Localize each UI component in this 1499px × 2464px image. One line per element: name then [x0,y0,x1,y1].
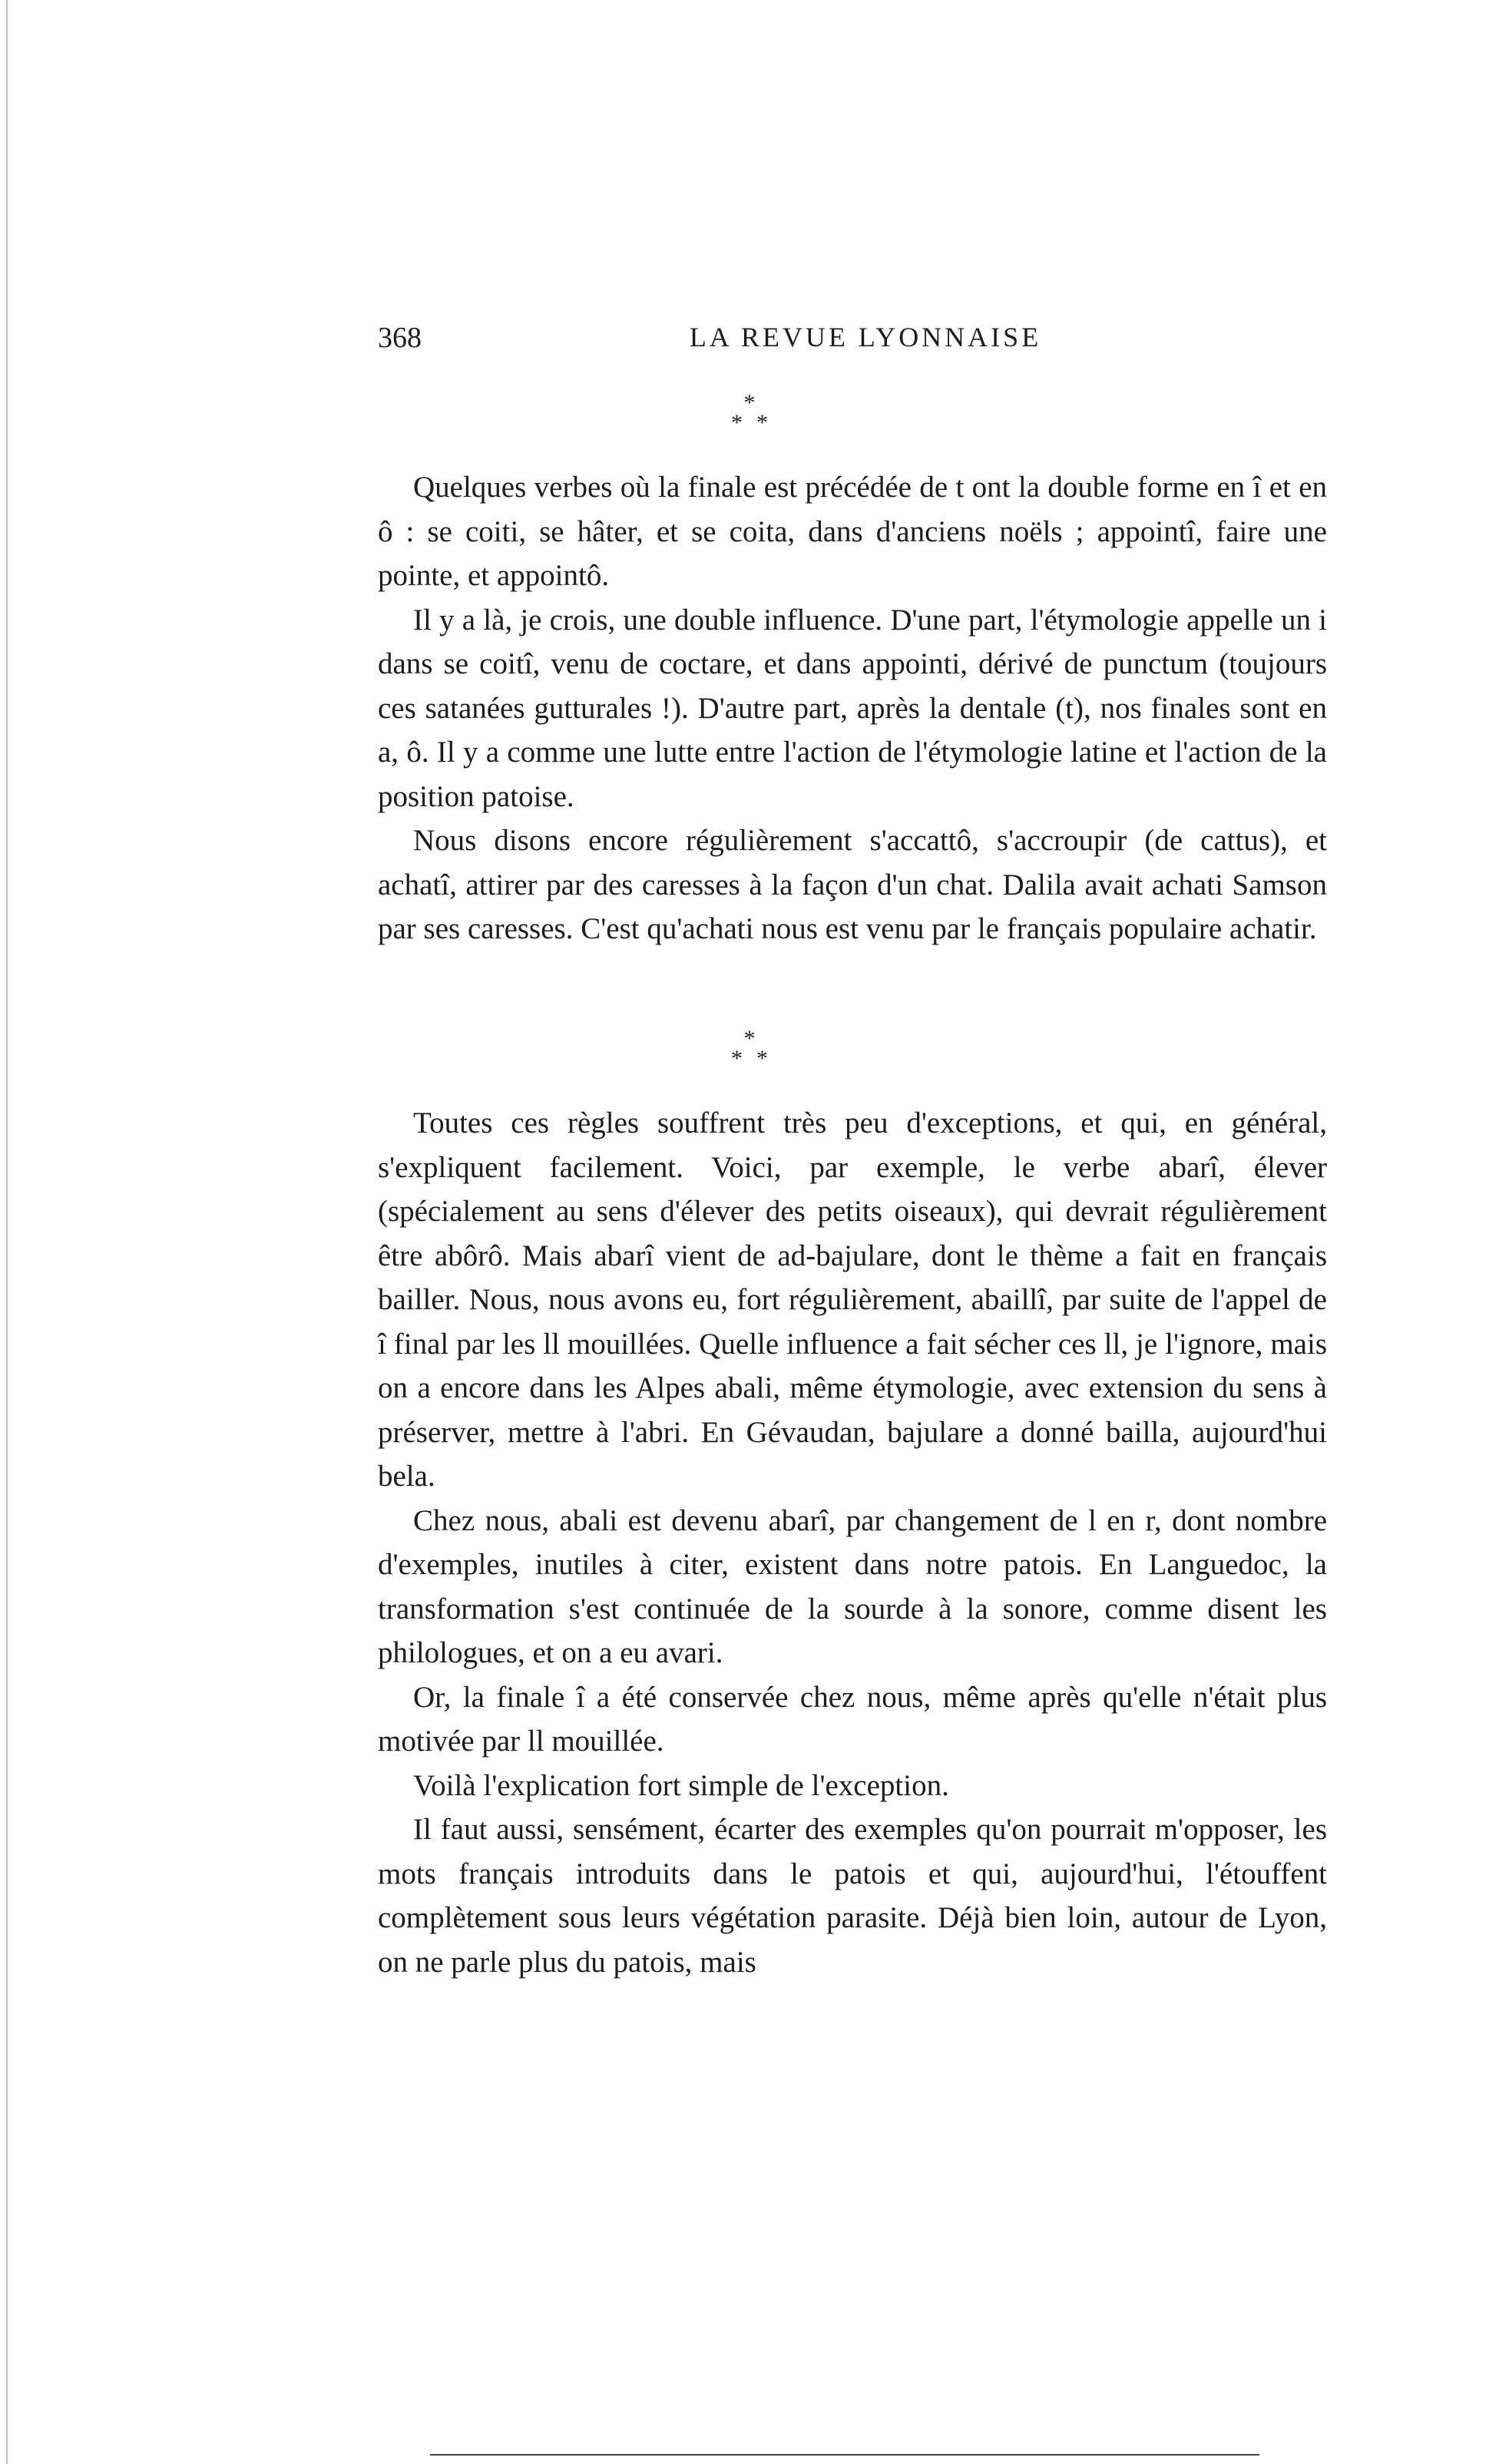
paragraph: Il y a là, je crois, une double influence. D'une part, l'étymologie appelle un i dans se coitî, venu de coctare, et dans appointi, dérivé de punctum (toujours ces satanées gutturales !). D'autre part, après la dentale (t), nos finales sont en a, ô. Il y a comme une lutte entre l'action de l'étymologie latine et l'action de la position patoise. [378,603,1327,813]
paragraph: Toutes ces règles souffrent très peu d'exceptions, et qui, en général, s'expliquent facilement. Voici, par exemple, le verbe abarî, élever (spécialement au sens d'élever des petits oiseaux), qui devrait régulièrement être abôrô. Mais abarî vient de ad-bajulare, dont le thème a fait en français bailler. Nous, nous avons eu, fort régulièrement, abaillî, par suite de l'appel de î final par les ll mouillées. Quelle influence a fait sécher ces ll, je l'ignore, mais on a encore dans les Alpes abali, même étymologie, avec extension du sens à préserver, mettre à l'abri. En Gévaudan, bajulare a donné bailla, aujourd'hui bela. [378,1106,1327,1493]
footer-rule [430,2454,1259,2456]
running-title: LA REVUE LYONNAISE [689,322,1042,352]
paragraph: Il faut aussi, sensément, écarter des exemples qu'on pourrait m'opposer, les mots français introduits dans le patois et qui, aujourd'hui, l'étouffent complètement sous leurs végétation parasite. Déjà bien loin, autour de Lyon, on ne parle plus du patois, mais [378,1813,1327,1979]
section-break-asterism: * ** [731,390,782,435]
page-header [378,321,1307,367]
paragraph: Or, la finale î a été conservée chez nous, même après qu'elle n'était plus motivée par ll mouillée. [378,1680,1327,1758]
section-break-asterism: * ** [731,1026,782,1071]
section-1-text [378,465,1327,951]
paragraph: Voilà l'explication fort simple de l'exception. [413,1768,949,1802]
scan-edge-mark [6,0,8,2464]
paragraph: Nous disons encore régulièrement s'accattô, s'accroupir (de cattus), et achatî, attirer par des caresses à la façon d'un chat. Dalila avait achati Samson par ses caresses. C'est qu'achati nous est venu par le français populaire achatir. [378,824,1327,945]
section-2-text [378,1101,1327,1984]
paragraph: Quelques verbes où la finale est précédée de t ont la double forme en î et en ô : se coiti, se hâter, et se coita, dans d'anciens noëls ; appointî, faire une pointe, et appointô. [378,471,1327,592]
page-number: 368 [378,322,422,354]
paragraph: Chez nous, abali est devenu abarî, par changement de l en r, dont nombre d'exemples, inutiles à citer, existent dans notre patois. En Languedoc, la transformation s'est continuée de la sourde à la sonore, comme disent les philologues, et on a eu avari. [378,1503,1327,1669]
